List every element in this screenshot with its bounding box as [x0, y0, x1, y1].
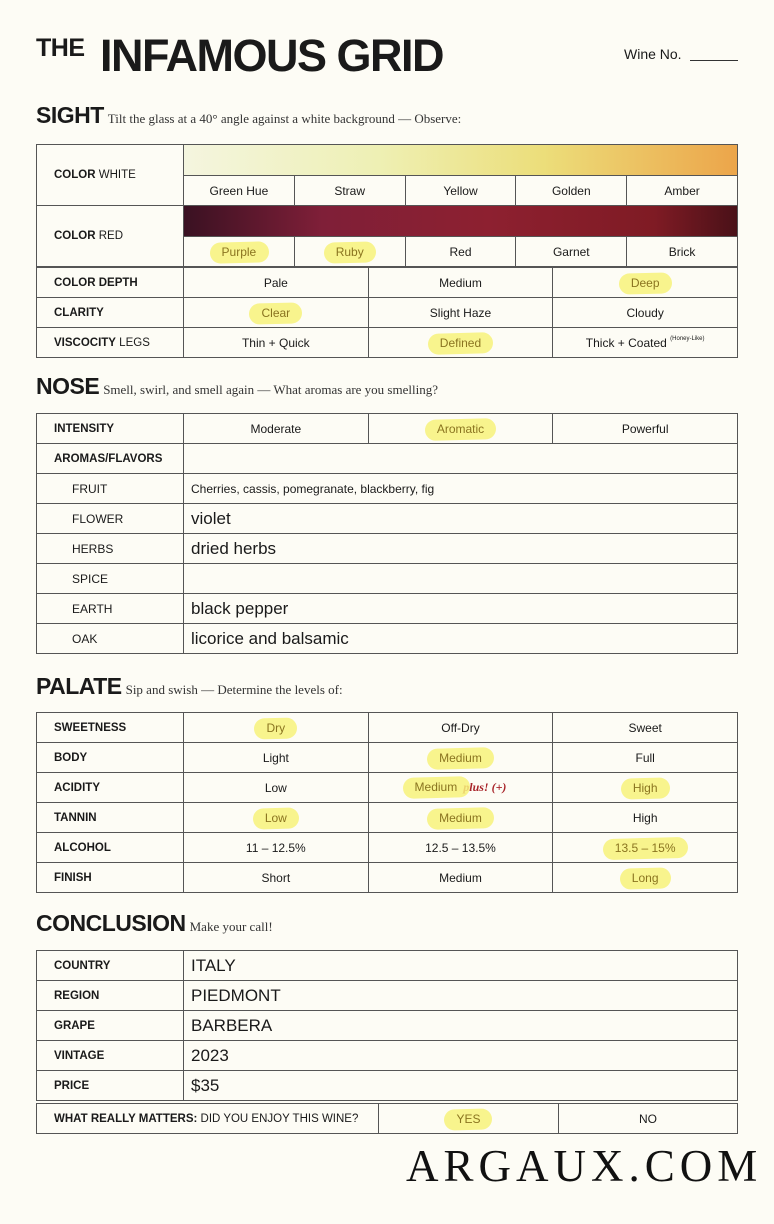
- acidity-option-low[interactable]: Low: [184, 773, 369, 803]
- viscosity-option-thin[interactable]: Thin + Quick: [184, 328, 369, 358]
- enjoy-yes[interactable]: YES: [379, 1104, 559, 1134]
- palate-instruction: Sip and swish — Determine the levels of:: [125, 682, 343, 697]
- depth-option-deep[interactable]: Deep: [553, 268, 738, 298]
- nose-table: [36, 413, 738, 654]
- conclusion-instruction: Make your call!: [189, 919, 273, 934]
- intensity-option-moderate[interactable]: Moderate: [184, 414, 369, 444]
- alcohol-option-high[interactable]: 13.5 – 15%: [553, 833, 738, 863]
- fruit-label: FRUIT: [37, 474, 184, 504]
- earth-label: EARTH: [37, 594, 184, 624]
- enjoy-no[interactable]: NO: [559, 1104, 738, 1134]
- finish-option-short[interactable]: Short: [184, 863, 369, 893]
- body-option-full[interactable]: Full: [553, 743, 738, 773]
- white-option-golden[interactable]: Golden: [516, 176, 627, 206]
- red-option-garnet[interactable]: Garnet: [516, 237, 627, 267]
- price-label: PRICE: [37, 1071, 184, 1101]
- sweetness-option-sweet[interactable]: Sweet: [553, 713, 738, 743]
- red-option-ruby[interactable]: Ruby: [294, 237, 405, 267]
- grape-label: GRAPE: [37, 1011, 184, 1041]
- wine-number-field[interactable]: [690, 60, 738, 61]
- viscosity-option-thick[interactable]: Thick + Coated $^{(Honey-Like)}$: [553, 328, 738, 358]
- region-value[interactable]: PIEDMONT: [184, 981, 738, 1011]
- white-option-straw[interactable]: Straw: [294, 176, 405, 206]
- color-depth-label: COLOR DEPTH: [37, 268, 184, 298]
- aromas-label: AROMAS/FLAVORS: [37, 444, 184, 474]
- herbs-value[interactable]: dried herbs: [184, 534, 738, 564]
- herbs-label: HERBS: [37, 534, 184, 564]
- tannin-option-low[interactable]: Low: [184, 803, 369, 833]
- flower-value[interactable]: violet: [184, 504, 738, 534]
- oak-value[interactable]: licorice and balsamic: [184, 624, 738, 654]
- vintage-value[interactable]: 2023: [184, 1041, 738, 1071]
- finish-option-long[interactable]: Long: [553, 863, 738, 893]
- conclusion-heading-row: [36, 910, 273, 937]
- acidity-label: ACIDITY: [37, 773, 184, 803]
- body-option-medium[interactable]: Medium: [368, 743, 553, 773]
- acidity-option-medium[interactable]: Medium plus! (+): [368, 773, 553, 803]
- palate-heading-row: [36, 673, 343, 700]
- alcohol-option-mid[interactable]: 12.5 – 13.5%: [368, 833, 553, 863]
- body-label: BODY: [37, 743, 184, 773]
- sweetness-option-dry[interactable]: Dry: [184, 713, 369, 743]
- alcohol-label: ALCOHOL: [37, 833, 184, 863]
- nose-heading-row: [36, 373, 438, 400]
- sweetness-option-off-dry[interactable]: Off-Dry: [368, 713, 553, 743]
- fruit-value[interactable]: Cherries, cassis, pomegranate, blackberry, fig: [184, 474, 738, 504]
- white-color-gradient: [184, 145, 738, 176]
- nose-instruction: Smell, swirl, and smell again — What aromas are you smelling?: [103, 382, 438, 397]
- conclusion-table: [36, 950, 738, 1101]
- tannin-label: TANNIN: [37, 803, 184, 833]
- palate-heading: PALATE: [36, 673, 122, 699]
- white-option-amber[interactable]: Amber: [627, 176, 738, 206]
- vintage-label: VINTAGE: [37, 1041, 184, 1071]
- red-color-gradient: [184, 206, 738, 237]
- intensity-label: INTENSITY: [37, 414, 184, 444]
- viscosity-label: VISCOCITY LEGS: [37, 328, 184, 358]
- clarity-option-cloudy[interactable]: Cloudy: [553, 298, 738, 328]
- sight-heading-row: [36, 102, 461, 129]
- intensity-option-aromatic[interactable]: Aromatic: [368, 414, 553, 444]
- sweetness-label: SWEETNESS: [37, 713, 184, 743]
- clarity-label: CLARITY: [37, 298, 184, 328]
- finish-label: FINISH: [37, 863, 184, 893]
- red-option-brick[interactable]: Brick: [627, 237, 738, 267]
- clarity-option-slight-haze[interactable]: Slight Haze: [368, 298, 553, 328]
- sight-instruction: Tilt the glass at a 40° angle against a white background — Observe:: [107, 111, 462, 126]
- white-option-yellow[interactable]: Yellow: [405, 176, 516, 206]
- wine-number-label: Wine No.: [624, 46, 682, 62]
- color-red-label: COLOR RED: [37, 206, 184, 267]
- nose-heading: NOSE: [36, 373, 100, 399]
- red-option-purple[interactable]: Purple: [184, 237, 295, 267]
- aromas-blank: [184, 444, 738, 474]
- page-title: INFAMOUS GRID: [100, 30, 444, 81]
- sight-table-lower: [36, 267, 738, 358]
- country-label: COUNTRY: [37, 951, 184, 981]
- brand-logo: ARGAUX.COM: [406, 1141, 763, 1191]
- acidity-note: plus! (+): [463, 780, 507, 794]
- enjoy-question: WHAT REALLY MATTERS: DID YOU ENJOY THIS WINE?: [37, 1104, 379, 1134]
- red-option-red[interactable]: Red: [405, 237, 516, 267]
- depth-option-pale[interactable]: Pale: [184, 268, 369, 298]
- region-label: REGION: [37, 981, 184, 1011]
- body-option-light[interactable]: Light: [184, 743, 369, 773]
- oak-label: OAK: [37, 624, 184, 654]
- finish-option-medium[interactable]: Medium: [368, 863, 553, 893]
- country-value[interactable]: ITALY: [184, 951, 738, 981]
- clarity-option-clear[interactable]: Clear: [184, 298, 369, 328]
- tannin-option-high[interactable]: High: [553, 803, 738, 833]
- intensity-option-powerful[interactable]: Powerful: [553, 414, 738, 444]
- conclusion-heading: CONCLUSION: [36, 910, 186, 936]
- tannin-option-medium[interactable]: Medium: [368, 803, 553, 833]
- enjoy-table: [36, 1103, 738, 1134]
- price-value[interactable]: $35: [184, 1071, 738, 1101]
- alcohol-option-low[interactable]: 11 – 12.5%: [184, 833, 369, 863]
- title-prefix: THE: [36, 34, 85, 62]
- grape-value[interactable]: BARBERA: [184, 1011, 738, 1041]
- palate-table: [36, 712, 738, 893]
- spice-value[interactable]: [184, 564, 738, 594]
- depth-option-medium[interactable]: Medium: [368, 268, 553, 298]
- color-white-label: COLOR WHITE: [37, 145, 184, 206]
- sight-heading: SIGHT: [36, 102, 104, 128]
- earth-value[interactable]: black pepper: [184, 594, 738, 624]
- honey-like-note: (Honey-Like): [670, 335, 705, 342]
- sight-table: [36, 144, 738, 267]
- viscosity-option-defined[interactable]: Defined: [368, 328, 553, 358]
- spice-label: SPICE: [37, 564, 184, 594]
- acidity-option-high[interactable]: High: [553, 773, 738, 803]
- flower-label: FLOWER: [37, 504, 184, 534]
- white-option-green-hue[interactable]: Green Hue: [184, 176, 295, 206]
